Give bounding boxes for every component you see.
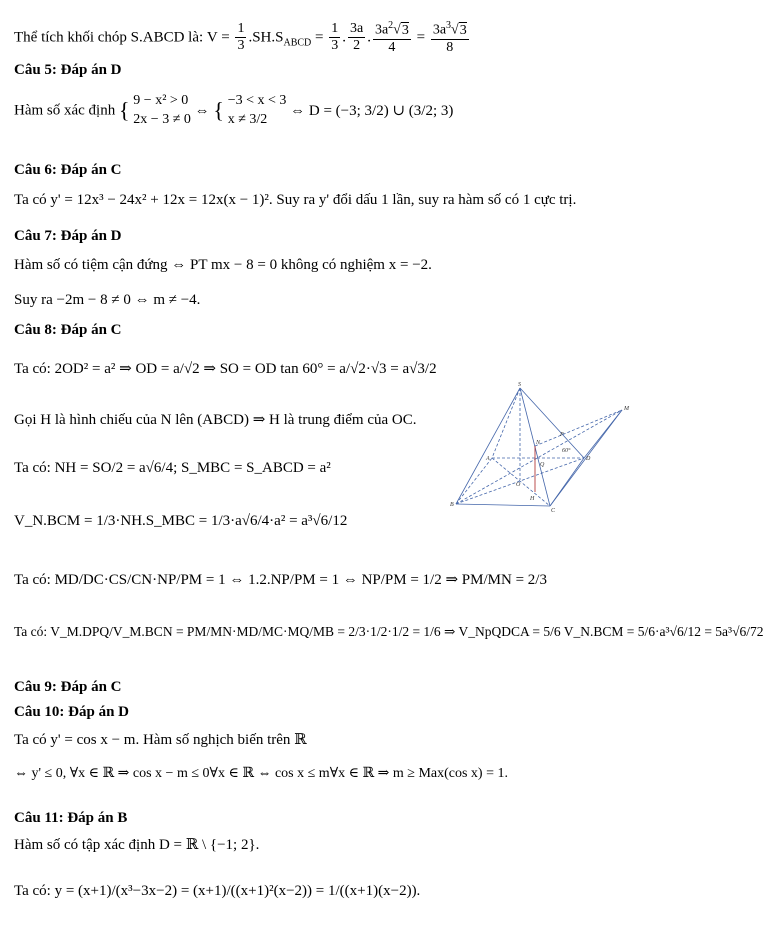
q5-heading: Câu 5: Đáp án D xyxy=(14,62,122,78)
edge-s-a xyxy=(492,388,520,458)
q5-sys1-line1: 9 − x² > 0 xyxy=(133,93,189,108)
q8-line4: V_N.BCM = 1/3·NH.S_MBC = 1/3·a√6/4·a² = a³√6/12 xyxy=(14,513,348,529)
label-a: A xyxy=(486,456,490,462)
edge-sa xyxy=(456,388,520,504)
label-q: Q xyxy=(540,462,545,468)
q6-heading: Câu 6: Đáp án C xyxy=(14,162,122,178)
q8-line5: Ta có: MD/DC·CS/CN·NP/PM = 1 ⇔ 1.2.NP/PM = 1 ⇔ NP/PM = 1/2 ⇒ PM/MN = 2/3 xyxy=(14,572,547,588)
pyramid-figure xyxy=(448,380,638,515)
q10-line2: ⇔ y' ≤ 0, ∀x ∈ ℝ ⇒ cos x − m ≤ 0∀x ∈ ℝ ⇔ cos x ≤ m∀x ∈ ℝ ⇒ m ≥ Max(cos x) = 1. xyxy=(14,766,508,781)
q8-line2: Gọi H là hình chiếu của N lên (ABCD) ⇒ H là trung điểm của OC. xyxy=(14,412,417,428)
q5-sys2-line2: x ≠ 3/2 xyxy=(227,111,268,127)
q9-heading: Câu 9: Đáp án C xyxy=(14,679,122,695)
label-h: H xyxy=(530,496,535,502)
q5-sys2-line1: −3 < x < 3 xyxy=(227,93,287,108)
edge-bm xyxy=(456,410,622,504)
q5-sys1-line2: 2x − 3 ≠ 0 xyxy=(133,111,191,127)
label-m: M xyxy=(624,406,629,412)
q10-line1: Ta có y' = cos x − m. Hàm số nghịch biến trên ℝ xyxy=(14,732,307,748)
volume-formula-visual: V = $\frac{1}{3}$ $.SH.S_{ABCD}$ = $\frac{1}{3}$ . $\frac{3a}{2}$ . $\frac{3a^2√3}{4}$ = $\frac{3a^3√3}{8}$ xyxy=(206,20,467,55)
q7-line1: Hàm số có tiệm cận đứng ⇔ PT mx − 8 = 0 không có nghiệm x = −2. xyxy=(14,257,432,273)
q5-line: Hàm số xác định { 9 − x² > 0 2x − 3 ≠ 0 ⇔ { −3 < x < 3 x ≠ 3/2 ⇔ D = (−3; 3/2) ∪ (3/2; 3) xyxy=(14,92,453,130)
edge-ba xyxy=(456,458,492,504)
edge-bc xyxy=(456,504,550,506)
q11-heading: Câu 11: Đáp án B xyxy=(14,810,128,826)
q7-line2: Suy ra −2m − 8 ≠ 0 ⇔ m ≠ −4. xyxy=(14,292,201,308)
volume-text: Thể tích khối chóp S.ABCD là: xyxy=(14,29,204,46)
q10-heading: Câu 10: Đáp án D xyxy=(14,704,130,720)
q5-text: Hàm số xác định xyxy=(14,102,116,119)
q8-line6: Ta có: V_M.DPQ/V_M.BCN = PM/MN·MD/MC·MQ/MB = 2/3·1/2·1/2 = 1/6 ⇒ V_NpQDCA = 5/6 V_N.BCM = 5/6·a³√6/12 = 5a³√6/72 xyxy=(14,624,764,639)
label-o: O xyxy=(516,482,521,488)
q7-heading: Câu 7: Đáp án D xyxy=(14,228,122,244)
q11-line2: Ta có: y = (x+1)/(x³−3x−2) = (x+1)/((x+1)²(x−2)) = 1/((x+1)(x−2)). xyxy=(14,883,421,899)
q8-line1: Ta có: 2OD² = a² ⇒ OD = a/√2 ⇒ SO = OD tan 60° = a/√2·√3 = a√3/2 xyxy=(14,361,437,377)
label-n: N xyxy=(536,440,541,446)
edge-sd xyxy=(520,388,584,458)
q8-line3: Ta có: NH = SO/2 = a√6/4; S_MBC = S_ABCD = a² xyxy=(14,460,331,476)
label-d: D xyxy=(586,456,591,462)
label-c: C xyxy=(551,508,556,514)
q6-text: Ta có y' = 12x³ − 24x² + 12x = 12x(x − 1)². Suy ra y' đổi dấu 1 lần, suy ra hàm số có 1 cực trị. xyxy=(14,192,577,208)
label-angle: 60° xyxy=(562,448,571,454)
q5-result: ⇔ D = (−3; 3/2) ∪ (3/2; 3) xyxy=(290,102,454,119)
q11-line1: Hàm số có tập xác định D = ℝ \ {−1; 2}. xyxy=(14,837,260,853)
label-s: S xyxy=(518,382,521,388)
volume-line xyxy=(14,20,471,56)
label-p: P xyxy=(560,432,564,438)
label-b: B xyxy=(450,502,454,508)
q8-heading: Câu 8: Đáp án C xyxy=(14,322,122,338)
